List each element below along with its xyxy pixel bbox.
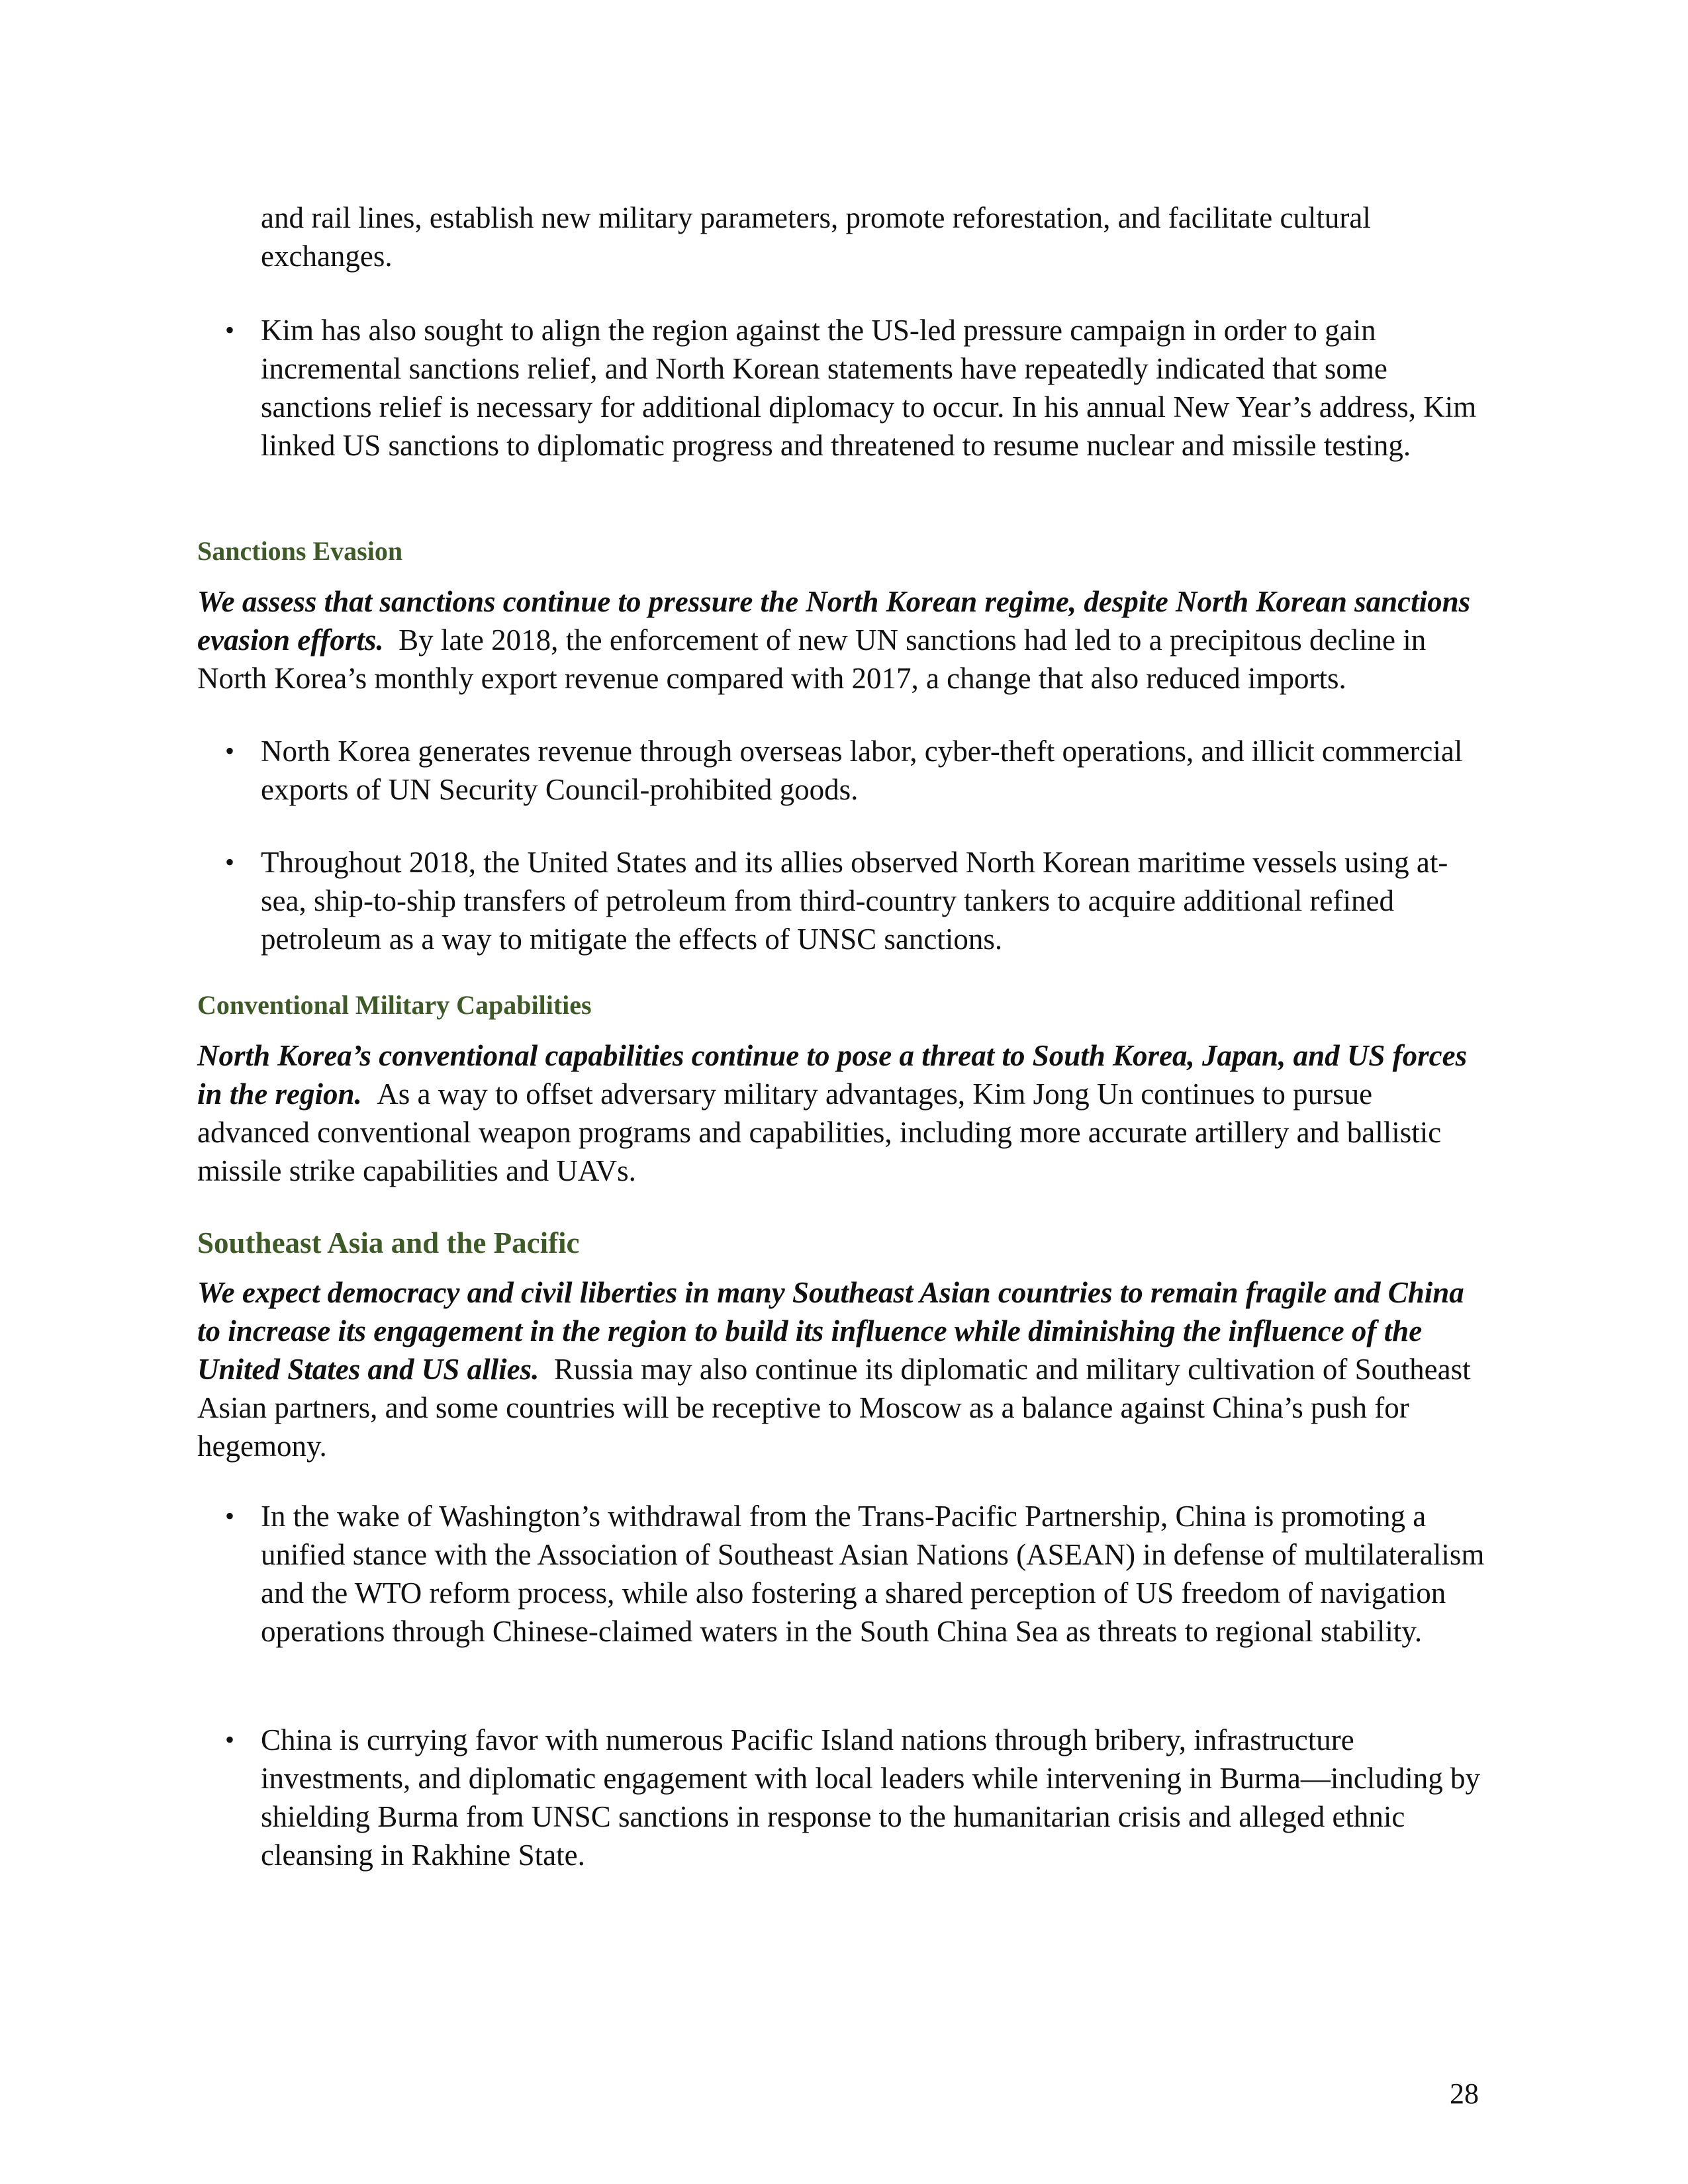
- section-paragraph: [197, 1036, 1492, 1190]
- list-item-text: North Korea generates revenue through overseas labor, cyber-theft operations, and illicit commercial exports of UN Security Council-prohibited goods.: [261, 735, 1463, 806]
- page-number: 28: [1450, 2077, 1479, 2110]
- section-heading-southeast-asia: Southeast Asia and the Pacific: [197, 1226, 580, 1259]
- section-heading-sanctions-evasion: Sanctions Evasion: [197, 536, 403, 566]
- bullet-icon: •: [225, 847, 235, 877]
- section-paragraph: [197, 1273, 1492, 1465]
- bullet-icon: •: [225, 315, 235, 345]
- key-judgment: North Korea’s conventional capabilities continue to pose a threat to South Korea, Japan, and US forces in the region.: [197, 1039, 1468, 1111]
- continuation-paragraph: and rail lines, establish new military parameters, promote reforestation, and facilitate cultural exchanges.: [261, 201, 1371, 273]
- bullet-icon: •: [225, 1501, 235, 1531]
- list-item-text: Kim has also sought to align the region against the US-led pressure campaign in order to gain incremental sanctions relief, and North Korean statements have repeatedly indicated that some sanctions relief is necessary for additional diplomacy to occur. In his annual New Year’s address, Kim linked US sanctions to diplomatic progress and threatened to resume nuclear and missile testing.: [261, 314, 1477, 462]
- key-judgment: We assess that sanctions continue to pressure the North Korean regime, despite North Korean sanctions evasion efforts.: [197, 585, 1471, 657]
- section-heading-conventional-military: Conventional Military Capabilities: [197, 990, 592, 1020]
- paragraph-body: Russia may also continue its diplomatic and military cultivation of Southeast Asian partners, and some countries will be receptive to Moscow as a balance against China’s push for hegemony.: [197, 1353, 1471, 1463]
- bullet-icon: •: [225, 1725, 235, 1754]
- list-item-text: Throughout 2018, the United States and its allies observed North Korean maritime vessels using at-sea, ship-to-ship transfers of petroleum from third-country tankers to acquire additional refined petroleum as a way to mitigate the effects of UNSC sanctions.: [261, 846, 1448, 956]
- list-item-text: In the wake of Washington’s withdrawal from the Trans-Pacific Partnership, China is promoting a unified stance with the Association of Southeast Asian Nations (ASEAN) in defense of multilateralism and the WTO reform process, while also fostering a shared perception of US freedom of navigation operations through Chinese-claimed waters in the South China Sea as threats to regional stability.: [261, 1500, 1485, 1648]
- key-judgment: We expect democracy and civil liberties in many Southeast Asian countries to remain fragile and China to increase its engagement in the region to build its influence while diminishing the influence of the United States and US allies.: [197, 1276, 1464, 1386]
- paragraph-body: By late 2018, the enforcement of new UN sanctions had led to a precipitous decline in North Korea’s monthly export revenue compared with 2017, a change that also reduced imports.: [197, 623, 1427, 695]
- list-item-text: China is currying favor with numerous Pacific Island nations through bribery, infrastructure investments, and diplomatic engagement with local leaders while intervening in Burma—including by shielding Burma from UNSC sanctions in response to the humanitarian crisis and alleged ethnic cleansing in Rakhine State.: [261, 1723, 1481, 1872]
- bullet-icon: •: [225, 736, 235, 766]
- paragraph-body: As a way to offset adversary military advantages, Kim Jong Un continues to pursue advanced conventional weapon programs and capabilities, including more accurate artillery and ballistic missile strike capabilities and UAVs.: [197, 1077, 1442, 1187]
- section-paragraph: [197, 582, 1492, 698]
